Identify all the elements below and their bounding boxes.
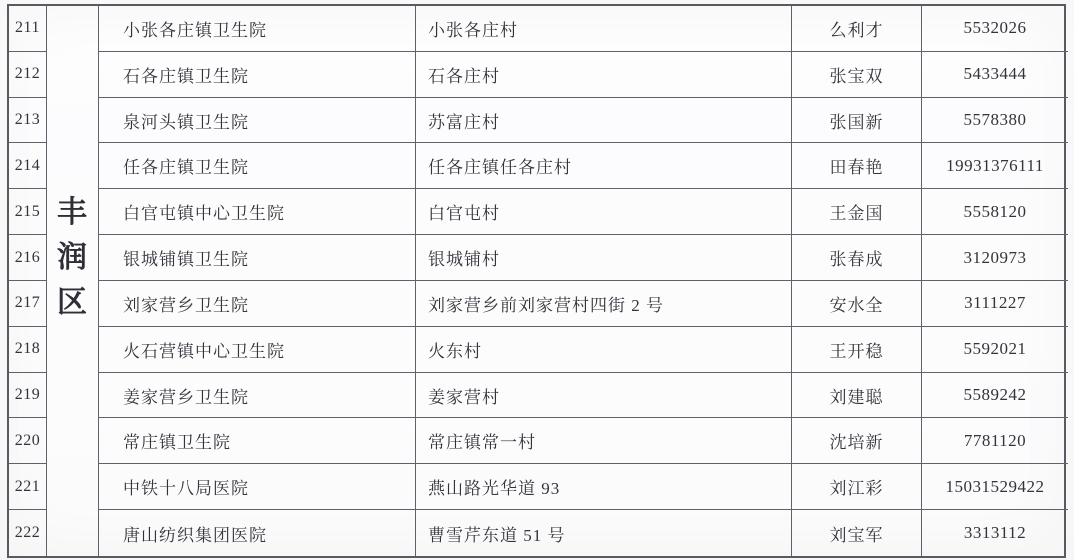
address-cell: 白官屯村: [416, 189, 792, 235]
address-cell: 石各庄村: [416, 52, 792, 98]
row-number-cell: 222: [9, 510, 47, 556]
institution-cell: 刘家营乡卫生院: [99, 281, 416, 327]
phone-cell: 19931376111: [922, 143, 1068, 189]
address-cell: 苏富庄村: [416, 98, 792, 144]
phone-cell: 5578380: [922, 98, 1068, 144]
contact-cell: 张国新: [792, 98, 922, 144]
institution-cell: 小张各庄镇卫生院: [99, 6, 416, 52]
phone-cell: 5558120: [922, 189, 1068, 235]
address-cell: 刘家营乡前刘家营村四街 2 号: [416, 281, 792, 327]
address-cell: 任各庄镇任各庄村: [416, 143, 792, 189]
hospital-directory-table: [7, 4, 1066, 558]
contact-cell: 安水全: [792, 281, 922, 327]
institution-cell: 白官屯镇中心卫生院: [99, 189, 416, 235]
institution-cell: 唐山纺织集团医院: [99, 510, 416, 556]
address-cell: 常庄镇常一村: [416, 418, 792, 464]
row-number-cell: 215: [9, 189, 47, 235]
contact-cell: 张春成: [792, 235, 922, 281]
institution-cell: 任各庄镇卫生院: [99, 143, 416, 189]
region-char: 丰: [57, 196, 88, 230]
contact-cell: 沈培新: [792, 418, 922, 464]
phone-cell: 5532026: [922, 6, 1068, 52]
phone-cell: 3313112: [963, 523, 1027, 543]
phone-cell: 15031529422: [922, 464, 1068, 510]
row-number-cell: 220: [9, 418, 47, 464]
institution-cell: 姜家营乡卫生院: [99, 373, 416, 419]
phone-cell: 3111227: [922, 281, 1068, 327]
institution-cell: 火石营镇中心卫生院: [99, 327, 416, 373]
row-number-cell: 218: [9, 327, 47, 373]
phone-cell: 5592021: [922, 327, 1068, 373]
institution-cell: 石各庄镇卫生院: [99, 52, 416, 98]
region-cell: [47, 6, 99, 556]
row-number-cell: 219: [9, 373, 47, 419]
address-cell: 小张各庄村: [416, 6, 792, 52]
phone-cell: 5589242: [922, 373, 1068, 419]
contact-cell: 张宝双: [792, 52, 922, 98]
contact-cell: 刘宝军: [792, 510, 922, 556]
row-number-cell: 212: [9, 52, 47, 98]
contact-cell: 田春艳: [792, 143, 922, 189]
row-number-cell: 221: [9, 464, 47, 510]
contact-cell: 王金国: [792, 189, 922, 235]
address-cell: 姜家营村: [416, 373, 792, 419]
row-number-cell: 213: [9, 98, 47, 144]
institution-cell: 中铁十八局医院: [99, 464, 416, 510]
institution-cell: 常庄镇卫生院: [99, 418, 416, 464]
row-number-cell: 211: [9, 6, 47, 52]
phone-cell: 7781120: [922, 418, 1068, 464]
address-cell: 燕山路光华道 93: [416, 464, 792, 510]
address-cell: 银城铺村: [416, 235, 792, 281]
institution-cell: 泉河头镇卫生院: [99, 98, 416, 144]
phone-cell: 3120973: [922, 235, 1068, 281]
region-char: 区: [57, 286, 88, 320]
row-number-cell: 217: [9, 281, 47, 327]
contact-cell: 王开稳: [792, 327, 922, 373]
row-number-cell: 216: [9, 235, 47, 281]
contact-cell: 刘建聪: [792, 373, 922, 419]
region-char: 润: [57, 241, 88, 275]
address-cell: 曹雪芹东道 51 号: [416, 510, 792, 556]
institution-cell: 银城铺镇卫生院: [99, 235, 416, 281]
contact-cell: 刘江彩: [792, 464, 922, 510]
contact-cell: 么利才: [792, 6, 922, 52]
address-cell: 火东村: [416, 327, 792, 373]
phone-cell: 5433444: [922, 52, 1068, 98]
row-number-cell: 214: [9, 143, 47, 189]
